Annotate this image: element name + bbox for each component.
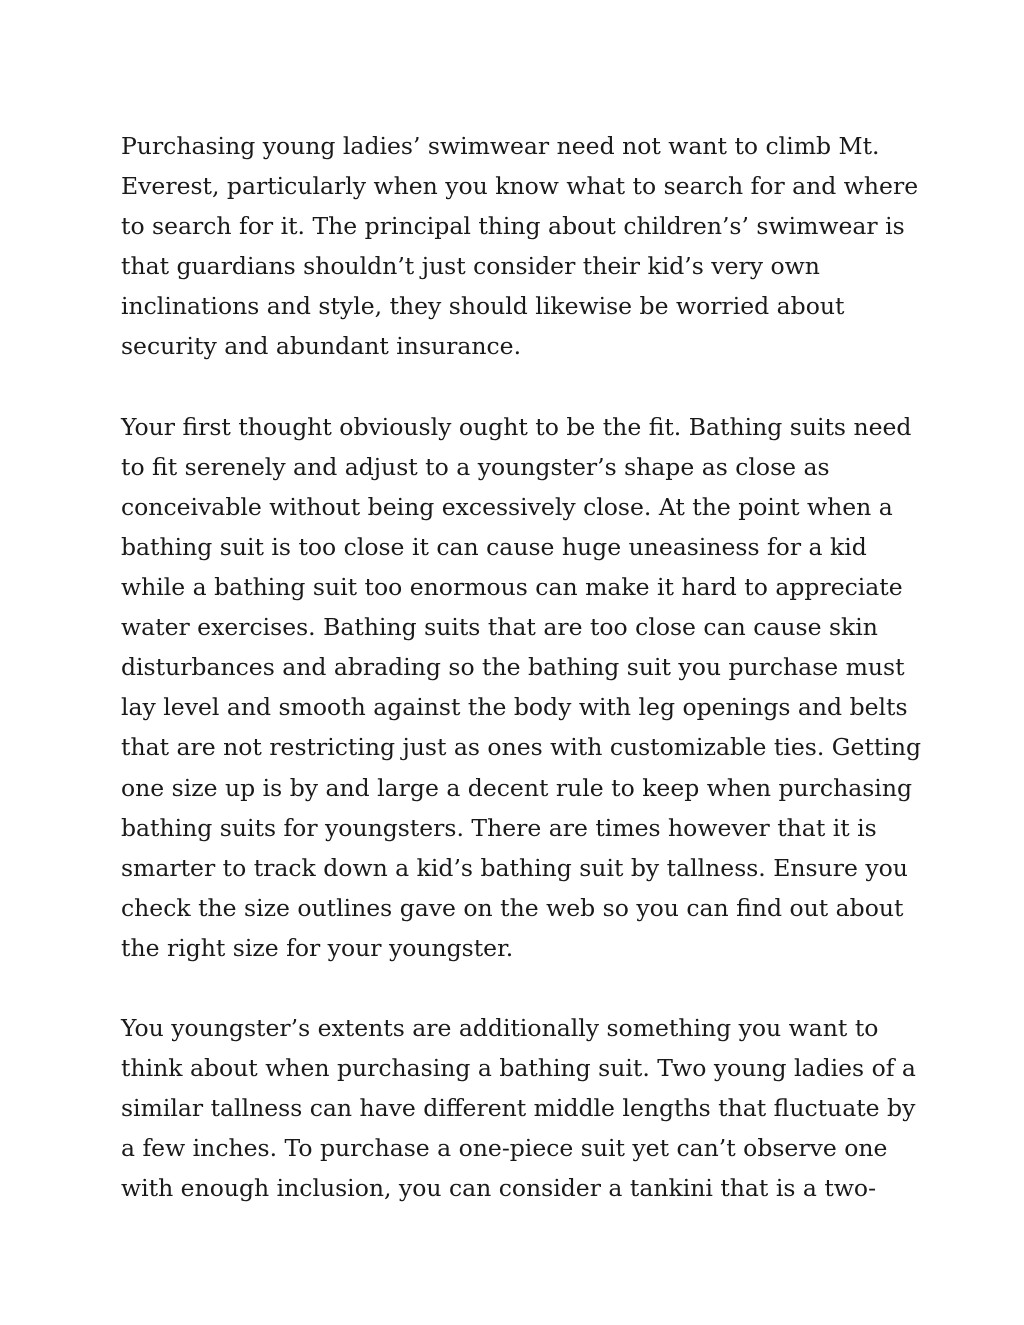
text-line: Purchasing young ladies’ swimwear need not want to climb Mt. [121,132,880,160]
text-line: water exercises. Bathing suits that are too close can cause skin [121,613,878,642]
body-text [121,126,921,1249]
text-line: think about when purchasing a bathing suit. Two young ladies of a [121,1054,916,1083]
paragraph-2 [121,407,921,968]
text-line: with enough inclusion, you can consider a tankini that is a two- [121,1174,877,1203]
text-line: that are not restricting just as ones with customizable ties. Getting [121,733,922,762]
text-line: bathing suits for youngsters. There are times however that it is [121,813,877,842]
text-line: smarter to track down a kid’s bathing suit by tallness. Ensure you [121,853,908,882]
text-line: to fit serenely and adjust to a youngster’s shape as close as [121,452,830,481]
text-line: Your first thought obviously ought to be the fit. Bathing suits need [121,412,912,441]
text-line: while a bathing suit too enormous can make it hard to appreciate [121,573,903,602]
text-line: one size up is by and large a decent rule to keep when purchasing [121,773,912,802]
paragraph-3 [121,1008,921,1208]
text-line: You youngster’s extents are additionally something you want to [121,1014,879,1043]
text-line: similar tallness can have different middle lengths that fluctuate by [121,1094,916,1123]
text-line: security and abundant insurance. [121,332,522,361]
text-line: bathing suit is too close it can cause huge uneasiness for a kid [121,532,867,561]
text-line: conceivable without being excessively close. At the point when a [121,492,893,521]
text-line: Everest, particularly when you know what to search for and where [121,172,919,201]
text-line: check the size outlines gave on the web so you can find out about [121,893,904,922]
text-line: to search for it. The principal thing about children’s’ swimwear is [121,212,905,241]
text-line: a few inches. To purchase a one-piece suit yet can’t observe one [121,1134,888,1163]
text-line: disturbances and abrading so the bathing suit you purchase must [121,653,905,682]
text-line: inclinations and style, they should likewise be worried about [121,292,845,321]
text-line: the right size for your youngster. [121,933,514,962]
paragraph-1 [121,126,921,367]
text-line: lay level and smooth against the body with leg openings and belts [121,693,908,722]
text-line: that guardians shouldn’t just consider their kid’s very own [121,252,820,281]
